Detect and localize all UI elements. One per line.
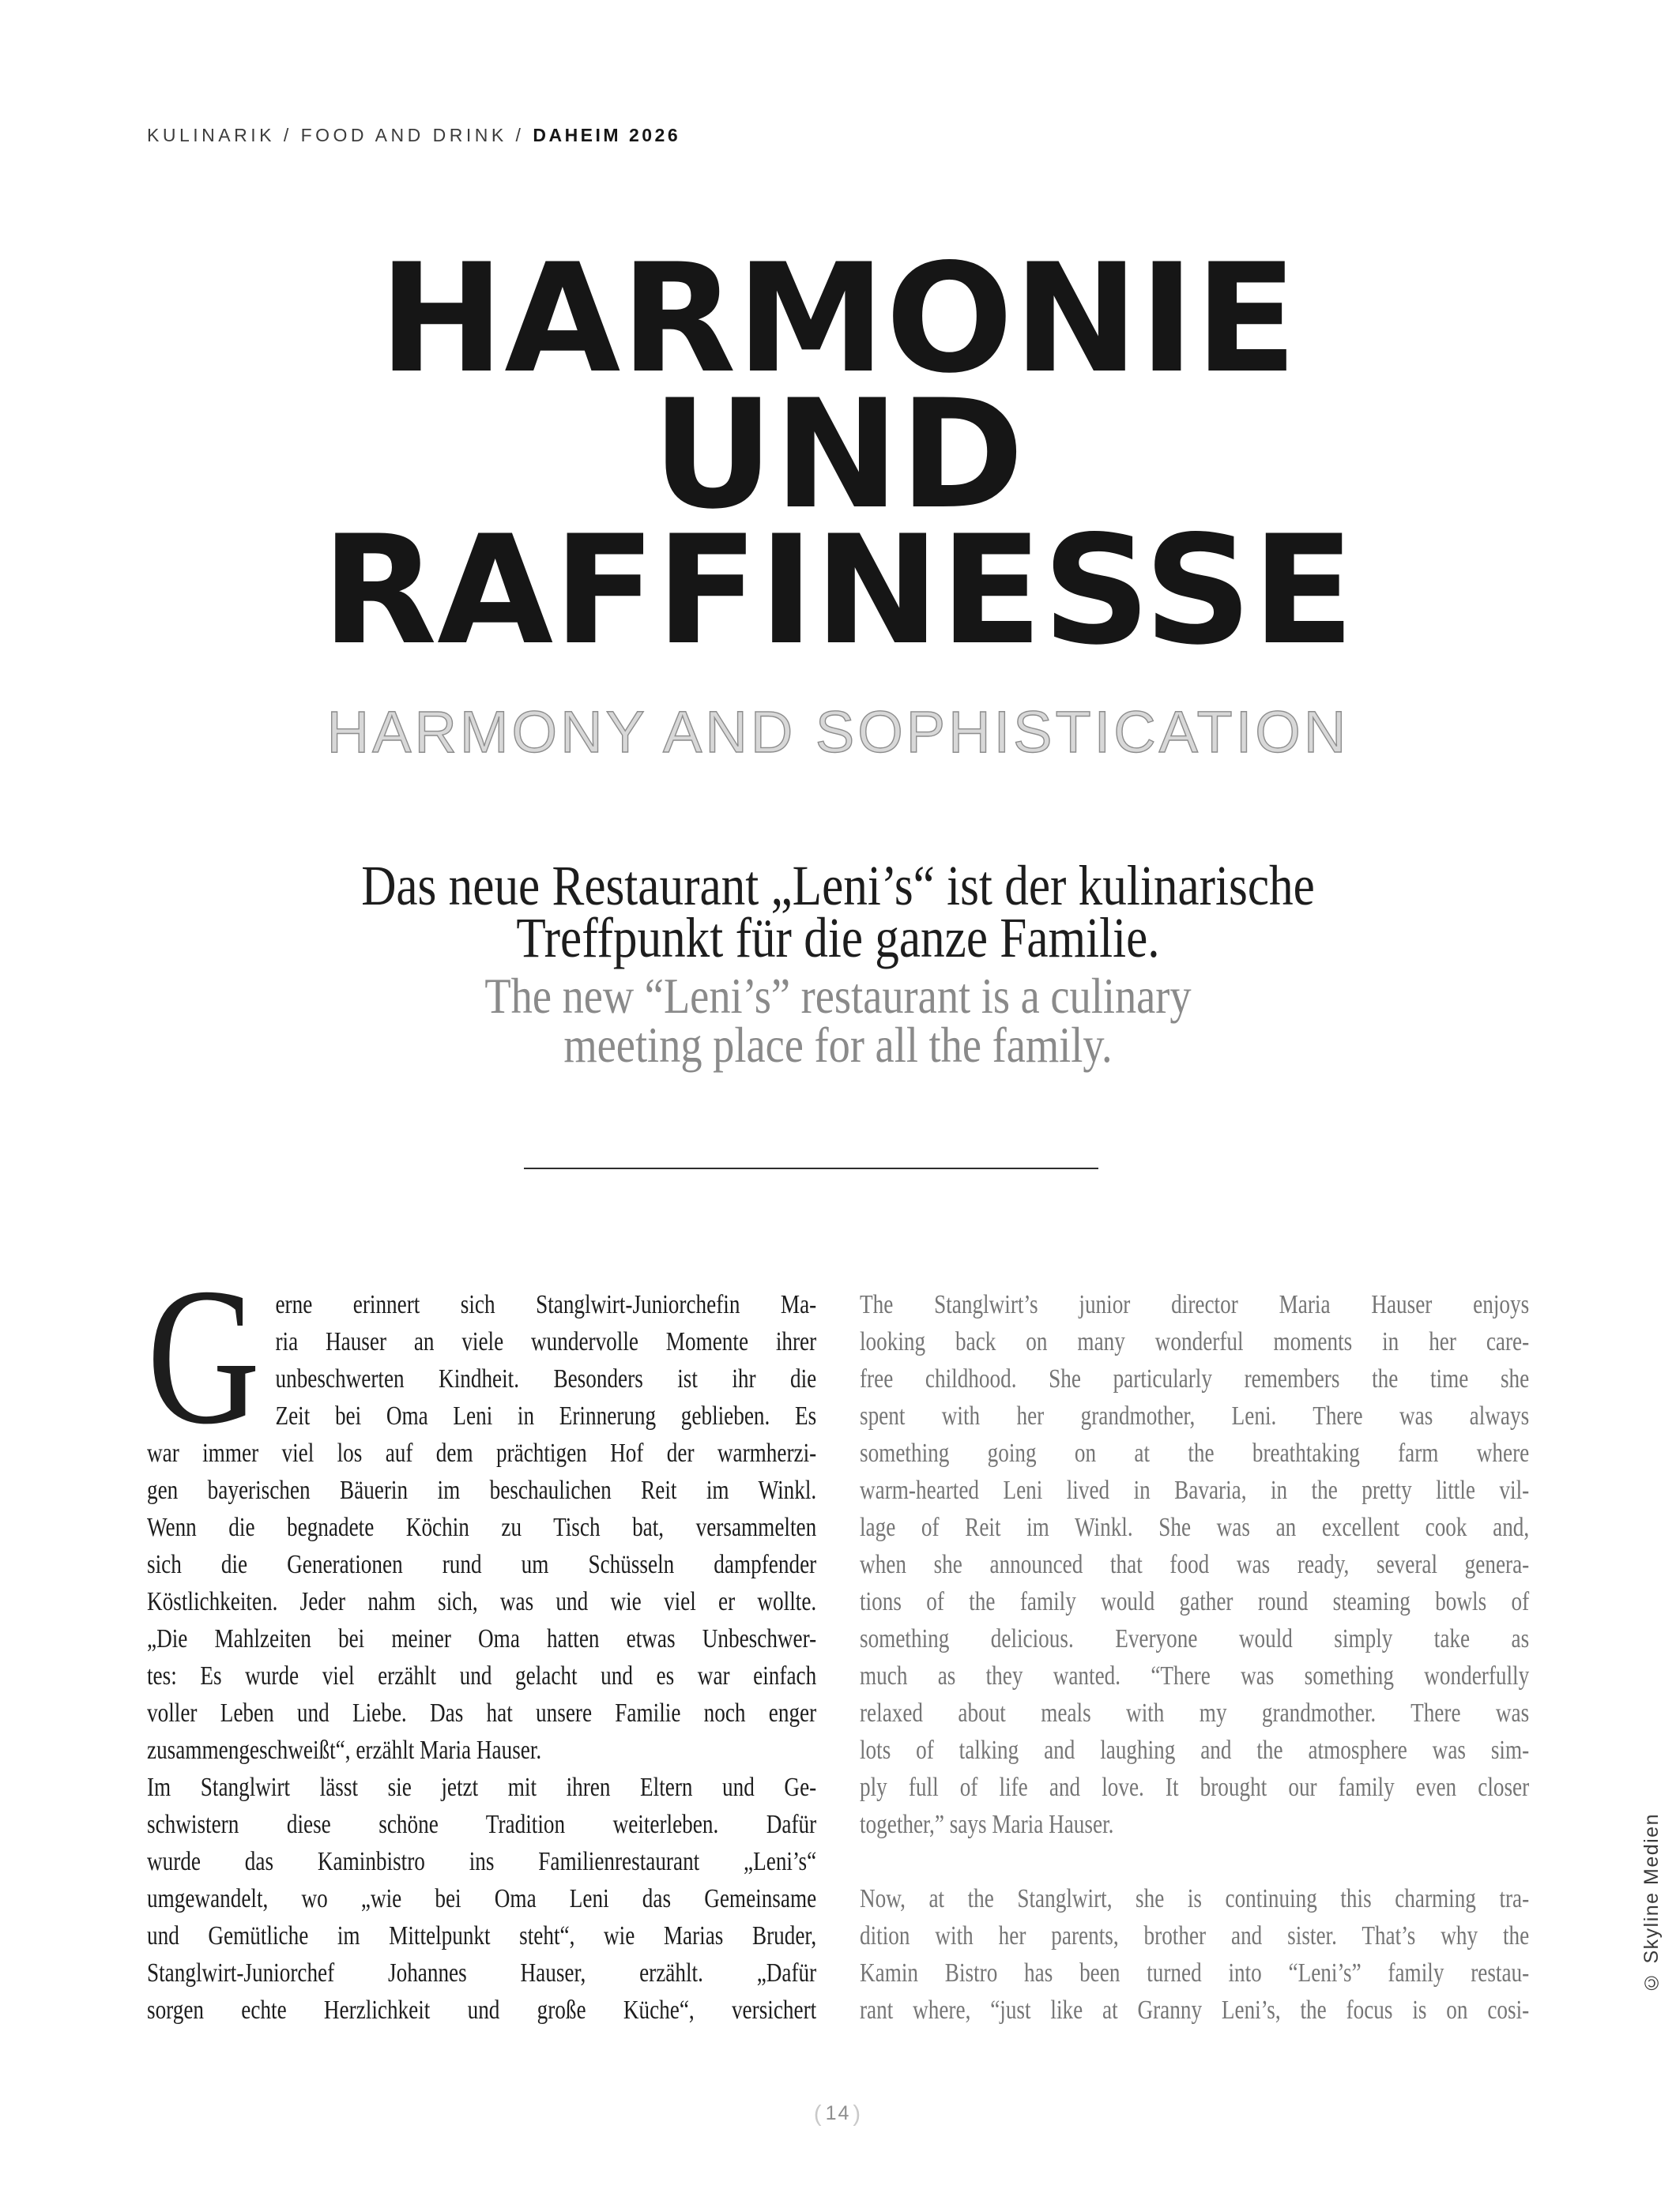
text-line: Köstlichkeiten. Jeder nahm sich, was und wie viel er wollte. [147,1587,817,1616]
folio-number: 14 [825,2102,851,2124]
standfirst-en-line-2: meeting place for all the family. [563,1017,1113,1073]
text-line: Kamin Bistro has been turned into “Leni’s” family restau- [860,1958,1530,1988]
photo-credit: © Skyline Medien [1640,1813,1663,1994]
subtitle: HARMONY AND SOPHISTICATION [326,699,1350,765]
text-line: dition with her parents, brother and sister. That’s why the [860,1921,1530,1951]
standfirst-german [126,854,1550,969]
text-line: gen bayerischen Bäuerin im beschaulichen Reit im Winkl. [147,1476,817,1505]
folio-close-bracket: ) [853,2101,863,2127]
text-line: Wenn die begnadete Köchin zu Tisch bat, versammelten [147,1513,817,1542]
text-line: und Gemütliche im Mittelpunkt steht“, wie Marias Bruder, [147,1921,817,1951]
article-column-english [860,1286,1529,2029]
text-line: „Die Mahlzeiten bei meiner Oma hatten etwas Unbeschwer- [147,1624,817,1653]
text-line: Zeit bei Oma Leni in Erinnerung geblieben. Es [275,1401,817,1431]
text-line: something going on at the breathtaking farm where [860,1439,1530,1468]
text-line: sorgen echte Herzlichkeit und große Küche“, versichert [147,1996,817,2025]
headline-line-2: UND [651,367,1024,542]
text-line: Im Stanglwirt lässt sie jetzt mit ihren Eltern und Ge- [147,1773,817,1802]
kicker-section-label: KULINARIK / FOOD AND DRINK / [147,125,533,145]
text-line: relaxed about meals with my grandmother. There was [860,1698,1530,1728]
text-line: warm-hearted Leni lived in Bavaria, in the pretty little vil- [860,1476,1530,1505]
text-line: The Stanglwirt’s junior director Maria Hauser enjoys [860,1290,1530,1319]
standfirst-de-line-1: Das neue Restaurant „Leni’s“ ist der kulinarische [361,854,1315,917]
text-line: lots of talking and laughing and the atmosphere was sim- [860,1736,1530,1765]
text-line: free childhood. She particularly remembers the time she [860,1364,1530,1394]
text-line: zusammengeschweißt“, erzählt Maria Hauser. [147,1736,542,1765]
standfirst [126,854,1550,1073]
standfirst-english [126,968,1550,1073]
breadcrumb [147,125,680,146]
divider-rule [524,1168,1098,1169]
text-line: wurde das Kaminbistro ins Familienrestaurant „Leni’s“ [147,1847,817,1876]
text-line: rant where, “just like at Granny Leni’s, the focus is on cosi- [860,1996,1530,2025]
article-column-german [147,1247,817,2029]
english-paragraph-2 [860,1880,1529,2029]
text-line: when she announced that food was ready, several genera- [860,1550,1530,1579]
text-line: sich die Generationen rund um Schüsseln dampfender [147,1550,817,1579]
english-paragraph-1 [860,1286,1529,1843]
text-line: looking back on many wonderful moments in her care- [860,1327,1530,1356]
text-line: much as they wanted. “There was something wonderfully [860,1661,1530,1691]
text-line: schwistern diese schöne Tradition weiterleben. Dafür [147,1810,817,1839]
text-line: umgewandelt, wo „wie bei Oma Leni das Gemeinsame [147,1884,817,1913]
page-title [0,231,1676,678]
standfirst-en-line-1: The new “Leni’s” restaurant is a culinary [484,968,1192,1024]
text-line: ply full of life and love. It brought our family even closer [860,1773,1530,1802]
text-line: voller Leben und Liebe. Das hat unsere Familie noch enger [147,1698,817,1728]
page-number [0,2101,1676,2127]
text-line: spent with her grandmother, Leni. There was always [860,1401,1530,1431]
text-line: erne erinnert sich Stanglwirt-Juniorchefin Ma- [275,1290,817,1319]
folio-open-bracket: ( [813,2101,823,2127]
standfirst-de-line-2: Treffpunkt für die ganze Familie. [516,906,1160,969]
text-line: something delicious. Everyone would simply take as [860,1624,1530,1653]
text-line: Stanglwirt-Juniorchef Johannes Hauser, erzählt. „Dafür [147,1958,817,1988]
kicker-issue-label: DAHEIM 2026 [533,125,681,145]
text-line: tions of the family would gather round steaming bowls of [860,1587,1530,1616]
text-line: unbeschwerten Kindheit. Besonders ist ihr die [275,1364,817,1394]
text-line: Now, at the Stanglwirt, she is continuing this charming tra- [860,1884,1530,1913]
text-line: tes: Es wurde viel erzählt und gelacht und es war einfach [147,1661,817,1691]
headline-line-3: RAFFINESSE [321,503,1355,678]
text-line: ria Hauser an viele wundervolle Momente ihrer [275,1327,817,1356]
text-line: together,” says Maria Hauser. [860,1810,1114,1839]
headline-line-1: HARMONIE [379,231,1297,406]
text-line: lage of Reit im Winkl. She was an excellent cook and, [860,1513,1530,1542]
text-line: war immer viel los auf dem prächtigen Hof der warmherzi- [147,1439,817,1468]
drop-cap: G [147,1247,261,1465]
